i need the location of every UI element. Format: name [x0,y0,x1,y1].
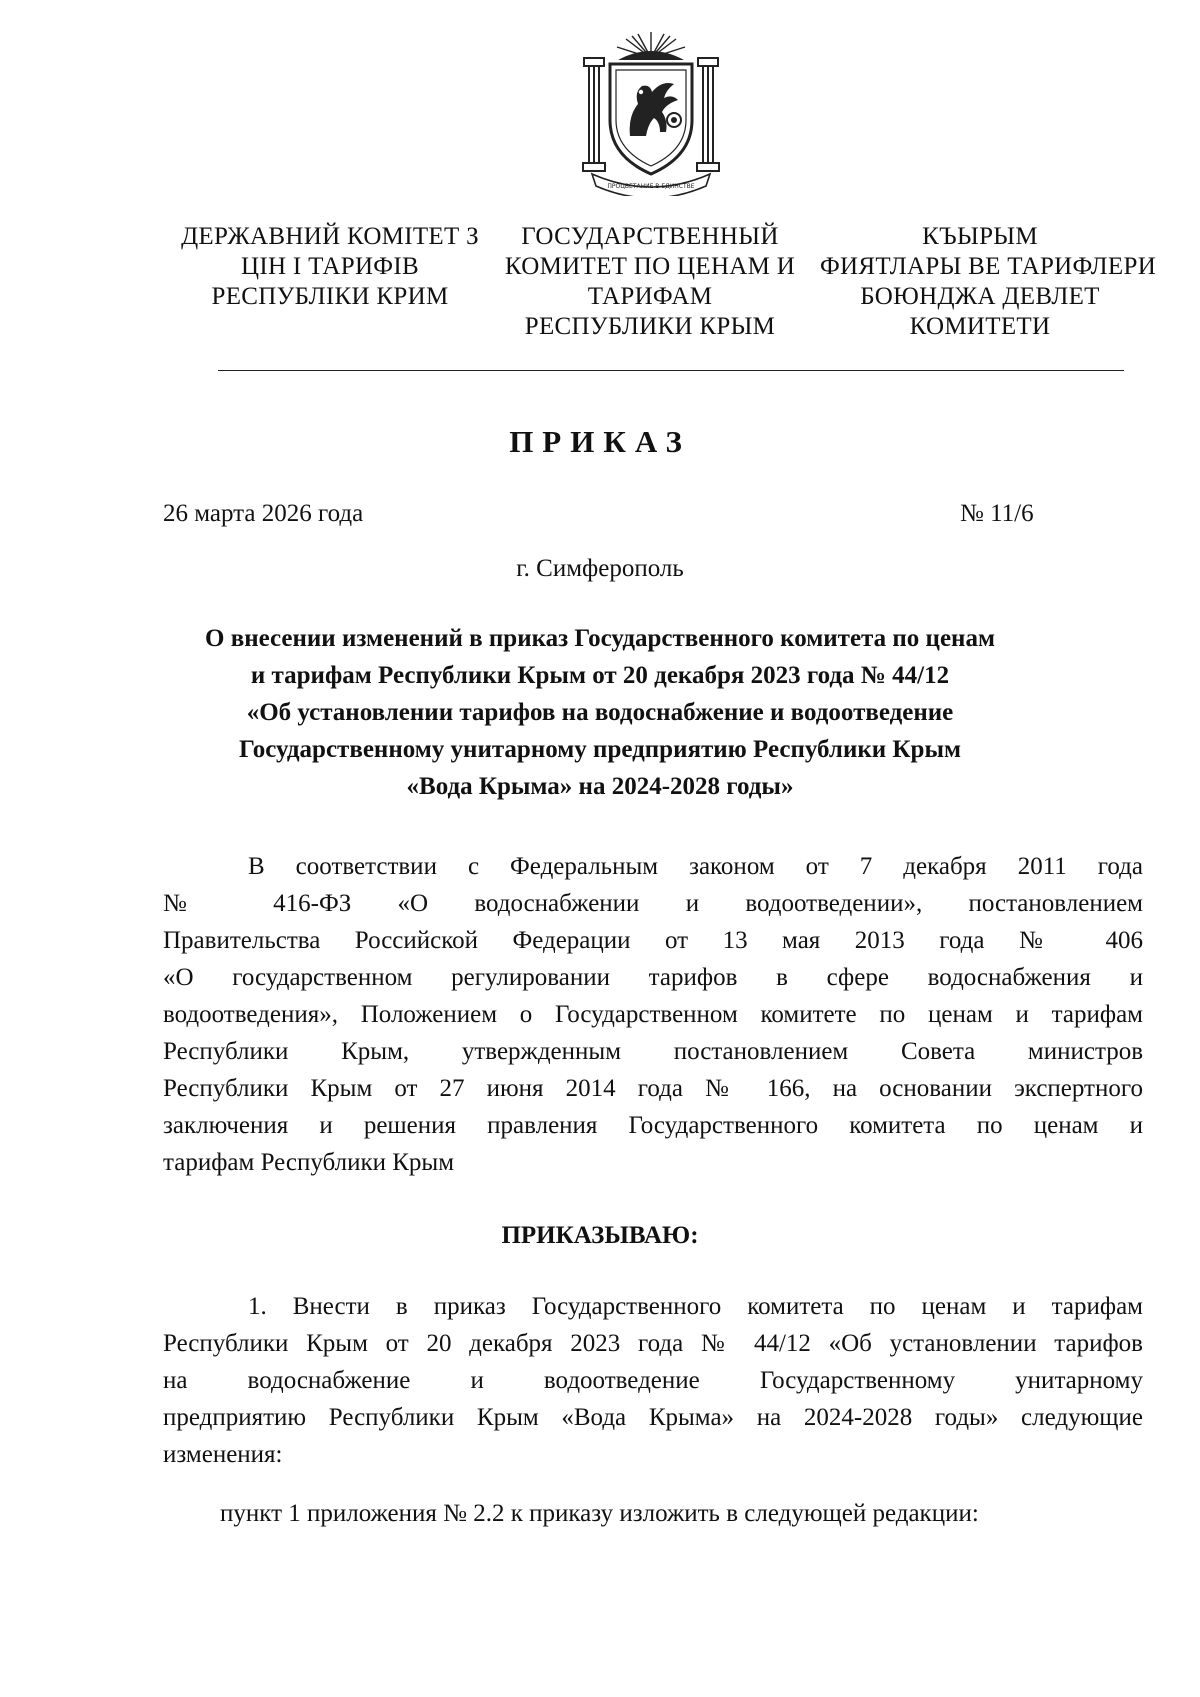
svg-text:ПРОЦВЕТАНИЕ В ЕДИНСТВЕ: ПРОЦВЕТАНИЕ В ЕДИНСТВЕ [607,183,695,190]
document-city: г. Симферополь [516,555,684,582]
subject-line: «Вода Крыма» на 2024-2028 годы» [406,773,794,800]
basis-line: Правительства Российской Федерации от 13 мая 2013 года № 406 [163,927,1143,954]
header-divider [218,370,1124,371]
decree-heading: ПРИКАЗЫВАЮ: [501,1222,699,1249]
header-line: ТАРИФАМ [587,283,713,310]
header-line: КЪЫРЫМ [922,223,1038,250]
header-line: ФИЯТЛАРЫ ВЕ ТАРИФЛЕРИ [820,253,1157,280]
basis-line: заключения и решения правления Государственного комитета по ценам и [163,1112,1143,1139]
header-line: ГОСУДАРСТВЕННЫЙ [521,223,779,250]
header-line: РЕСПУБЛИКИ КРЫМ [524,313,776,340]
subject-line: и тарифам Республики Крым от 20 декабря 2023 года № 44/12 [250,662,950,689]
header-line: ДЕРЖАВНИЙ КОМІТЕТ З [181,223,479,250]
item-1-line: предприятию Республики Крым «Вода Крыма» на 2024-2028 годы» следующие [163,1404,1143,1431]
document-title: ПРИКАЗ [509,424,691,459]
basis-line: водоотведения», Положением о Государственном комитете по ценам и тарифам [163,1001,1143,1028]
basis-line: Республики Крым, утвержденным постановлением Совета министров [163,1038,1143,1065]
basis-line: «О государственном регулировании тарифов в сфере водоснабжения и [163,964,1143,991]
subject-line: О внесении изменений в приказ Государственного комитета по ценам [205,625,995,652]
coat-of-arms-emblem [578,28,724,196]
item-1-paragraph [163,1288,1143,1473]
basis-paragraph [163,848,1143,1181]
item-1-line: изменения: [163,1441,283,1468]
basis-line: тарифам Республики Крым [163,1149,455,1176]
item-1-line: Республики Крым от 20 декабря 2023 года № 44/12 «Об установлении тарифов [163,1330,1143,1357]
header-line: БОЮНДЖА ДЕВЛЕТ [860,283,1100,310]
basis-line: № 416-ФЗ «О водоснабжении и водоотведении», постановлением [163,890,1143,917]
header-line: ЦІН І ТАРИФІВ [241,253,419,280]
basis-line: Республики Крым от 27 июня 2014 года № 166, на основании экспертного [163,1075,1143,1102]
header-line: КОМИТЕТ ПО ЦЕНАМ И [504,253,796,280]
basis-line: В соответствии с Федеральным законом от 7 декабря 2011 года [248,853,1143,880]
document-date: 26 марта 2026 года [163,500,364,527]
document-number: № 11/6 [960,500,1034,527]
header-line: КОМИТЕТИ [909,313,1051,340]
document-subject [150,620,1050,805]
header-crimean-tatar [820,222,1157,342]
item-1-line: 1. Внести в приказ Государственного комитета по ценам и тарифам [248,1293,1143,1320]
subject-line: Государственному унитарному предприятию Республики Крым [239,736,961,763]
item-1-line: на водоснабжение и водоотведение Государственному унитарному [163,1367,1143,1394]
header-ukrainian [180,222,480,312]
header-line: РЕСПУБЛІКИ КРИМ [211,283,449,310]
item-1-point: пункт 1 приложения № 2.2 к приказу изложить в следующей редакции: [220,1500,979,1527]
subject-line: «Об установлении тарифов на водоснабжение и водоотведение [246,699,954,726]
header-russian [500,222,800,342]
